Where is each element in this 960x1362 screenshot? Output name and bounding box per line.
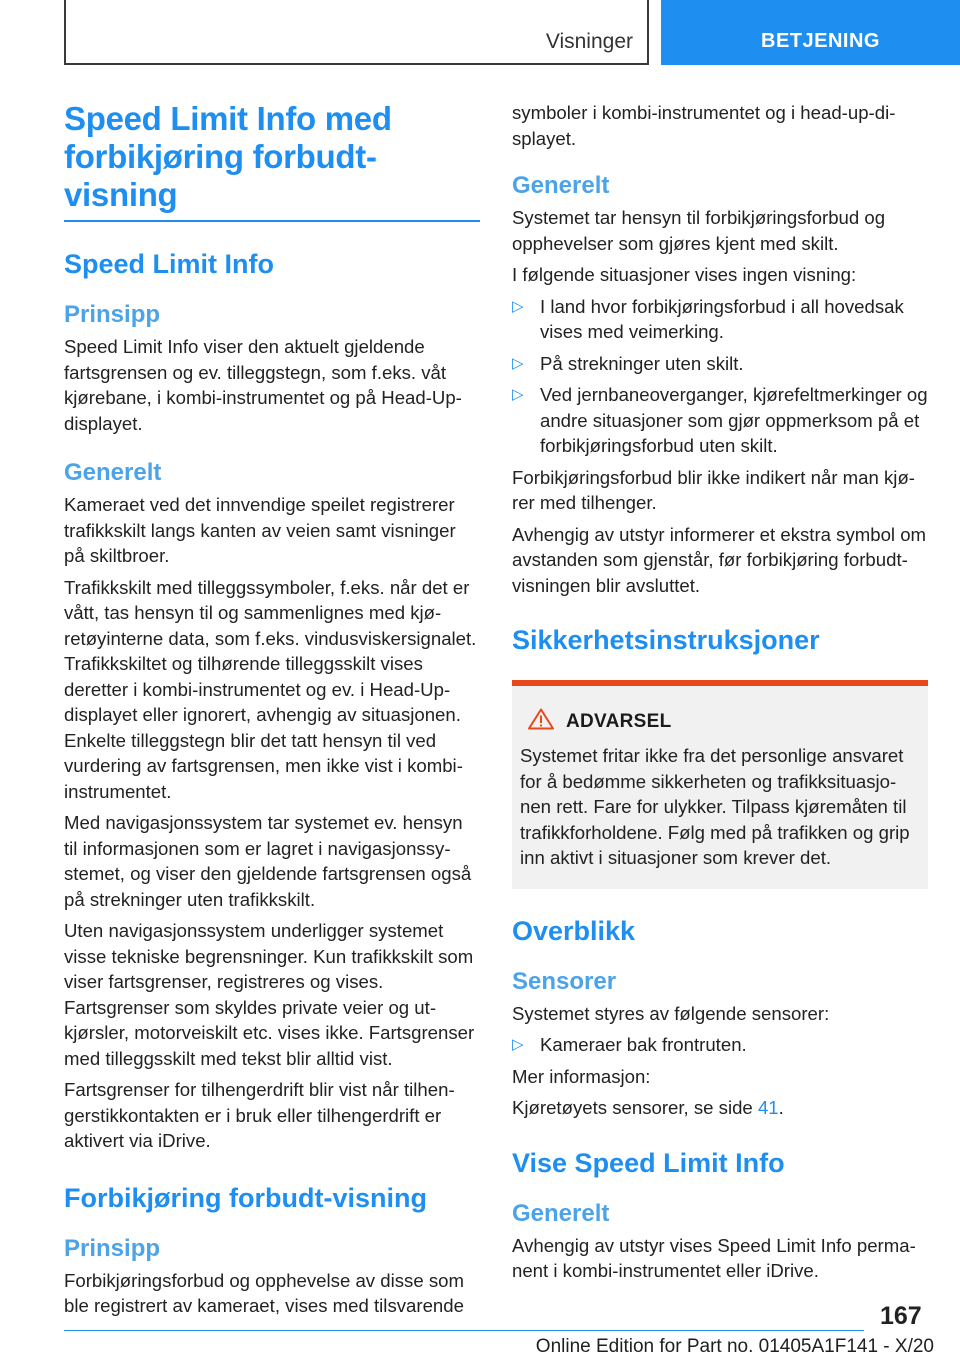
header-section-label: Visninger (545, 30, 633, 53)
list-item (512, 294, 928, 345)
paragraph-right-1: Systemet tar hensyn til forbikjøringsforbud og opphevelser som gjøres kjent med skilt. (512, 207, 886, 254)
heading-vise-speed-limit-info: Vise Speed Limit Info (512, 1147, 785, 1178)
heading-sensorer: Sensorer (512, 967, 617, 995)
footer-rule (64, 1330, 864, 1331)
heading-generelt-3: Generelt (512, 1199, 610, 1227)
footer-edition: Online Edition for Part no. 01405A1F141 - X/20 (535, 1336, 934, 1357)
list-item-text: På strekninger uten skilt. (540, 352, 744, 374)
paragraph-right-4: Avhengig av utstyr informerer et ekstra symbol om avstanden som gjenstår, før forbikjøring forbudt-visningen blir avsluttet. (512, 523, 927, 596)
paragraph-continued: symboler i kombi-instrumentet og i head-up-displayet. (512, 102, 896, 149)
left-column (64, 100, 480, 1325)
paragraph-sensorer: Systemet styres av følgende sensorer: (512, 1002, 830, 1024)
paragraph-generelt-4: Uten navigasjonssystem underligger systemet visse tekniske begrensninger. Kun trafikkskilt som viser fartsgrenser, registreres og vises. Fartsgrenser som skyldes private veier og utkjørsler, motorveiskilt etc. vises ikke. Fartsgrenser med tilleggsskilt med tekst blir alltid vist. (64, 920, 475, 1069)
page-title (64, 100, 480, 222)
reference-text: Kjøretøyets sensorer, se side (512, 1097, 758, 1118)
paragraph-prinsipp: Speed Limit Info viser den aktuelt gjeldende fartsgrensen og ev. tilleggstegn, som f.eks. våt kjørebane, i kombi-instrumentet og på Head-Up-displayet. (64, 336, 462, 434)
heading-sikkerhetsinstruksjoner: Sikkerhetsinstruksjoner (512, 625, 820, 655)
triangle-right-icon: ▷ (512, 386, 524, 403)
warning-title: ADVARSEL (566, 710, 672, 732)
header-chapter-box (661, 0, 960, 65)
list-item-text: I land hvor forbikjøringsforbud i all hovedsak vises med veimerking. (540, 295, 904, 342)
paragraph-generelt-3: Med navigasjonssystem tar systemet ev. hensyn til informasjonen som er lagret i navigasjonssystemet, og viser den gjeldende fartsgrensen også på strekninger uten trafikkskilt. (64, 812, 472, 910)
list-item (512, 1032, 928, 1058)
triangle-right-icon: ▷ (512, 297, 524, 315)
warning-header (528, 708, 920, 735)
list-item (512, 382, 928, 459)
paragraph-generelt-5: Fartsgrenser for tilhengerdrift blir vist når tilhengerstikkontakten er i bruk eller tilhengerdrift er aktivert via iDrive. (64, 1079, 455, 1151)
header-chapter-label: BETJENING (761, 30, 880, 52)
list-item-text: Kameraer bak frontruten. (540, 1034, 747, 1055)
paragraph-generelt-2: Trafikkskilt med tilleggssymboler, f.eks. når det er vått, tas hensyn til og sammenlignes med kjøretøyinterne data, som f.eks. vindusviskersignalet. Trafikkskiltet og tilhørende tilleggsskilt vises deretter i kombi-instrumentet og ev. i Head-Up-displayet eller ignorert, avhengig av situasjonen. Enkelte tilleggstegn blir det tatt hensyn til ved vurdering av fartsgrensen, men ikke vist i kombiinstrumentet. (64, 576, 477, 802)
list-item (512, 351, 928, 377)
reference-end: . (778, 1097, 784, 1118)
page-title-line-1: Speed Limit Info med (64, 100, 392, 137)
heading-speed-limit-info: Speed Limit Info (64, 249, 275, 279)
paragraph-generelt-1: Kameraet ved det innvendige speilet registrerer trafikkskilt langs kanten av veien samt visninger på skiltbroer. (64, 494, 456, 566)
heading-generelt: Generelt (64, 459, 162, 486)
page-link[interactable]: 41 (757, 1097, 779, 1118)
heading-prinsipp: Prinsipp (64, 301, 161, 328)
page-number: 167 (880, 1302, 922, 1330)
heading-prinsipp-2: Prinsipp (64, 1234, 161, 1262)
warning-triangle-icon (528, 708, 554, 735)
paragraph-mer-informasjon: Mer informasjon: (512, 1065, 651, 1087)
warning-box (512, 680, 928, 889)
paragraph-last: Avhengig av utstyr vises Speed Limit Info permanent i kombi-instrumentet eller iDrive. (512, 1234, 916, 1281)
paragraph-prinsipp-2: Forbikjøringsforbud og opphevelse av disse som ble registrert av kameraet, vises med tilsvarende (64, 1269, 464, 1316)
heading-overblikk: Overblikk (512, 915, 636, 946)
paragraph-reference (512, 1095, 928, 1121)
warning-text: Systemet fritar ikke fra det personlige ansvaret for å bedømme sikkerheten og trafikksituasjonen rett. Fare for ulykker. Tilpass kjøremåten til trafikkforholdene. Følg med på trafikken og grip inn aktivt i situasjoner som krever det. (520, 745, 910, 868)
triangle-right-icon: ▷ (512, 1036, 524, 1053)
list-item-text: Ved jernbaneoverganger, kjørefeltmerkinger og andre situasjoner som gjør oppmerksom på et forbikjøringsforbud uten skilt. (540, 384, 928, 456)
triangle-right-icon: ▷ (512, 354, 524, 372)
paragraph-right-3: Forbikjøringsforbud blir ikke indikert når man kjører med tilhenger. (512, 466, 915, 513)
header-section-box (64, 0, 649, 65)
paragraph-right-2: I følgende situasjoner vises ingen visning: (512, 264, 857, 285)
page-title-line-2: forbikjøring forbudt-visning (64, 138, 377, 213)
heading-forbikjoring-forbudt: Forbikjøring forbudt-visning (64, 1182, 427, 1213)
right-column (512, 100, 928, 1290)
heading-generelt-right: Generelt (512, 172, 610, 199)
